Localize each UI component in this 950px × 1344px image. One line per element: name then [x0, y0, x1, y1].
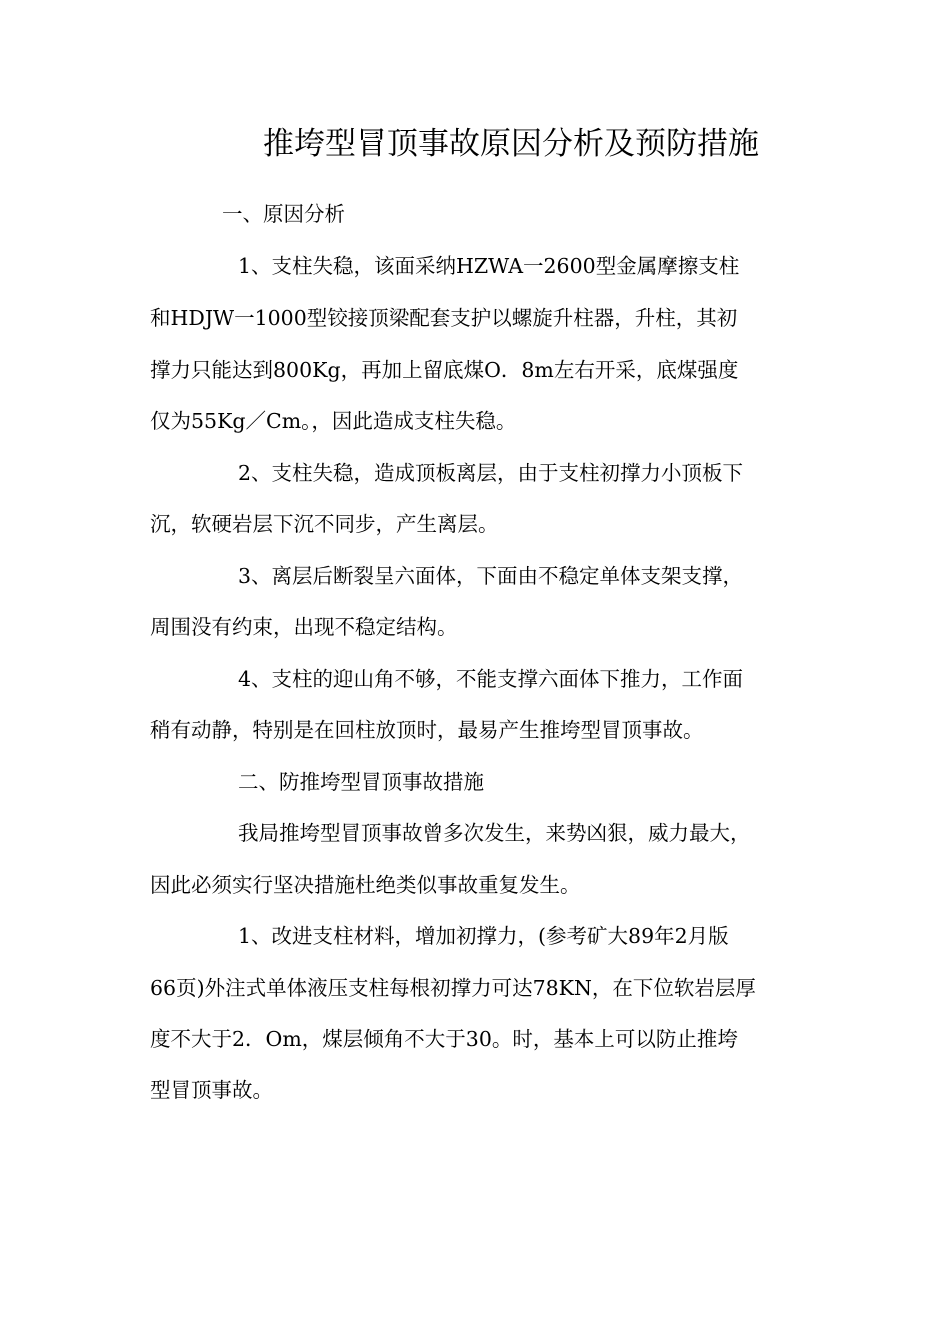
paragraph-line: 我局推垮型冒顶事故曾多次发生，来势凶狠，威力最大，	[238, 821, 751, 845]
paragraph-line: 3、离层后断裂呈六面体，下面由不稳定单体支架支撑，	[238, 564, 744, 588]
paragraph-line: 型冒顶事故。	[150, 1078, 273, 1102]
paragraph-line: 1、改进支柱材料，增加初撑力，(参考矿大89年2月版	[238, 924, 729, 948]
paragraph-line: 66页)外注式单体液压支柱每根初撑力可达78KN，在下位软岩层厚	[150, 976, 756, 1000]
paragraph-line: 周围没有约束，出现不稳定结构。	[150, 615, 458, 639]
section-heading-cause-analysis: 一、原因分析	[222, 202, 345, 226]
paragraph-line: 稍有动静，特别是在回柱放顶时，最易产生推垮型冒顶事故。	[150, 718, 704, 742]
paragraph-line: 度不大于2．Om，煤层倾角不大于30。时，基本上可以防止推垮	[150, 1027, 738, 1051]
document-title: 推垮型冒顶事故原因分析及预防措施	[263, 126, 759, 162]
paragraph-line: 仅为55Kg／Cm。，因此造成支柱失稳。	[150, 409, 517, 433]
section-heading-prevention-measures: 二、防推垮型冒顶事故措施	[238, 770, 484, 794]
paragraph-line: 和HDJW一1000型铰接顶梁配套支护以螺旋升柱器，升柱，其初	[150, 306, 738, 330]
paragraph-line: 因此必须实行坚决措施杜绝类似事故重复发生。	[150, 873, 581, 897]
paragraph-line: 沉，软硬岩层下沉不同步，产生离层。	[150, 512, 499, 536]
paragraph-line: 1、支柱失稳，该面采纳HZWA一2600型金属摩擦支柱	[238, 254, 740, 278]
paragraph-line: 2、支柱失稳，造成顶板离层，由于支柱初撑力小顶板下	[238, 461, 744, 485]
paragraph-line: 4、支柱的迎山角不够，不能支撑六面体下推力，工作面	[238, 667, 744, 691]
paragraph-line: 撑力只能达到800Kg，再加上留底煤O．8m左右开采，底煤强度	[150, 358, 739, 382]
